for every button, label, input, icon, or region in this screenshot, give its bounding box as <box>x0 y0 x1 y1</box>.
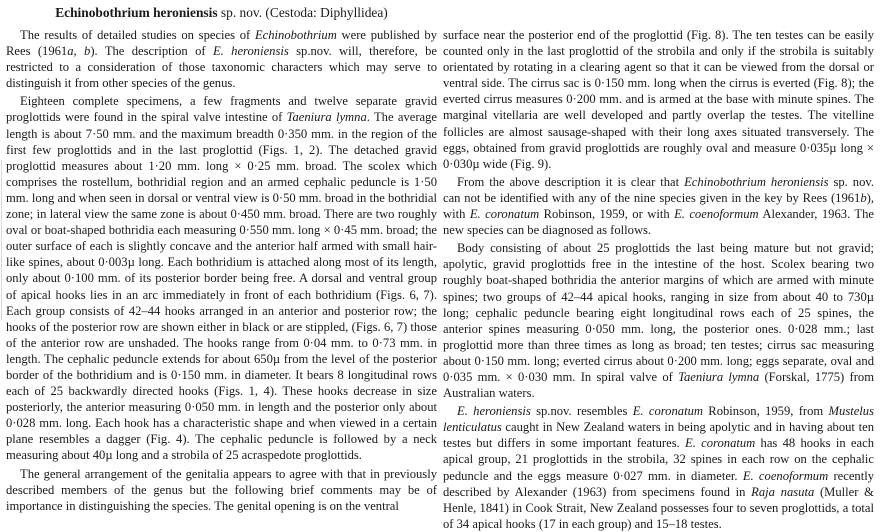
italic-text: a <box>67 44 74 59</box>
italic-text: Raja nasuta <box>751 484 815 499</box>
text-run: . The average length is about 7·50 mm. and the maximum breadth 0·350 mm. in the region of the first few proglottids and in the last proglottid (Figs. 1, 2). The detached gravid proglottid measures about 1·20 mm. long × 0·25 mm. broad. The scolex which comprises the rostellum, bothridial region and an armed cephalic peduncle is 1·50 mm. long and when seen in dorsal or ventral view is 0·50 mm. broad in the bothridial zone; in lateral view the same zone is about 0·450 mm. broad. There are two roughly oval or boat-shaped bothridia each measuring 0·550 mm. long × 0·45 mm. broad; the outer surface of each is slightly concave and the anterior half armed with small hair-like spines, about 0·003µ long. Each bothridium is attached along most of its length, only about 0·100 mm. of its posterior border being free. A dorsal and ventral group of apical hooks lies in an arc immediately in front of each bothridium (Figs. 6, 7). Each group consists of 42–44 hooks arranged in an anterior and posterior row; the hooks of the posterior row are shown either in black or are stippled, (Figs. 6, 7) those of the anterior row are unshaded. The hooks range from 0·04 mm. to 0·73 mm. in length. The cephalic peduncle extends for about 650µ from the level of the posterior border of the bothridium and is 0·150 mm. in diameter. It bears 8 longitudinal rows each of 25 backwardly directed hooks (Figs. 1, 4). These hooks decrease in size posteriorly, the anterior measuring 0·050 mm. in length and the posterior only about 0·028 mm. long. Each hook has a characteristic shape and when viewed in a certain plane resembles a dagger (Fig. 4). The cephalic peduncle is followed by a neck measuring about 40µ long and a strobila of 25 acraspedote proglottids. <box>6 110 437 463</box>
left-paragraphs <box>6 27 437 514</box>
text-run: has 48 hooks in each apical group, 21 proglottids in the strobila, 32 spines in each row on the cephalic peduncle and the eggs measure 0·027 mm. in diameter. <box>443 436 875 483</box>
italic-text: E. coenoformum <box>674 207 759 222</box>
text-run: The general arrangement of the genitalia appears to agree with that in previously described members of the genus but the following brief comments may be of importance in distinguishing the species. The genital opening is on the ventral <box>6 466 437 513</box>
italic-text: Taeniura lymna <box>678 369 760 384</box>
text-run: sp.nov. resembles <box>530 404 633 419</box>
article-title <box>6 4 437 22</box>
paragraph <box>443 403 874 532</box>
right-column <box>443 27 874 532</box>
paragraph <box>443 240 874 401</box>
text-run: From the above description it is clear that <box>457 174 685 189</box>
text-run: Eighteen complete specimens, a few fragments and twelve separate gravid proglottids were found in the spiral valve intestine of <box>6 94 437 125</box>
text-run: Robinson, 1959, from <box>702 404 829 419</box>
species-name: Echinobothrium heroniensis <box>55 5 218 20</box>
paragraph <box>6 466 437 514</box>
paragraph <box>443 174 874 238</box>
text-run: sp. nov. can not be identified with any of the nine species given in the key by Rees (1961 <box>443 174 874 205</box>
text-run: recently described by Alexander (1963) from specimens found in <box>443 468 875 499</box>
italic-text: E. heroniensis <box>457 404 531 419</box>
left-column <box>6 4 437 514</box>
italic-text: E. coenoformum <box>742 468 829 483</box>
text-run: The results of detailed studies on species of <box>20 28 255 42</box>
text-run: ), with <box>443 190 874 222</box>
italic-text: E. coronatum <box>632 404 703 419</box>
right-paragraphs <box>443 27 874 532</box>
paragraph <box>443 27 874 172</box>
italic-text: E. heroniensis <box>212 44 289 59</box>
text-run: (Muller & Henle, 1841) in Cook Strait, New Zealand possesses four to seven proglottids, a total of 34 apical hooks (17 in each group) and 15–18 testes. <box>443 484 874 531</box>
text-run: Alexander, 1963. The new species can be diagnosed as follows. <box>443 207 875 238</box>
italic-text: Echinobothrium <box>254 28 337 42</box>
paragraph <box>6 93 437 463</box>
text-run: surface near the posterior end of the proglottid (Fig. 8). The ten testes can be easily counted only in the last proglottid of the strobila and only if the strobila is suitably orientated by rotating in a clearing agent so that it can be viewed from the dorsal or ventral side. The cirrus sac is 0·150 mm. long when the cirrus is everted (Fig. 8); the everted cirrus measures 0·200 mm. and is armed at the base with minute spines. The marginal vitellaria are well developed and partly overlap the testes. The vitelline follicles are almost sausage-shaped with their long axes situated transversely. The eggs, obtained from gravid proglottids are roughly oval and measure 0·035µ long × 0·030µ wide (Fig. 9). <box>443 28 874 171</box>
italic-text: E. coronatum <box>469 207 540 222</box>
text-run: sp.nov. will, therefore, be restricted to a consideration of those taxonomic characters which may serve to distinguish it from other species of the genus. <box>6 44 438 91</box>
text-run: Robinson, 1959, or with <box>539 207 675 222</box>
italic-text: Mustelus lenticulatus <box>443 404 875 435</box>
text-run: , <box>73 44 85 59</box>
italic-text: b <box>84 44 91 59</box>
title-rest: sp. nov. (Cestoda: Diphyllidea) <box>217 5 388 20</box>
paragraph <box>6 27 437 91</box>
text-run: ). The description of <box>90 44 213 59</box>
text-run: were published by Rees (1961 <box>6 28 438 59</box>
text-run: Body consisting of about 25 proglottids the last being mature but not gravid; apolytic, gravid proglottids free in the intestine of the host. Scolex bearing two roughly boat-shaped bothridia the anterior margins of which are armed with minute spines; two groups of 42–44 apical hooks, ranging in size from about 40 to 730µ long; cephalic peduncle bearing eight longitudinal rows each of 25 spines, the anterior spines measuring 0·050 mm. long, the posterior ones. 0·028 mm.; last proglottid more than three times as long as broad; ten testes; cirrus sac measuring about 0·150 mm. long; everted cirrus about 0·200 mm. long; eggs separate, oval and 0·035 mm. × 0·030 mm. In spiral valve of <box>443 241 874 384</box>
text-run: caught in New Zealand waters in being apolytic and in having about ten testes but differs in some important features. <box>443 420 874 451</box>
scan-margin-line <box>1 160 2 320</box>
text-run: (Forskal, 1775) from Australian waters. <box>443 369 875 401</box>
italic-text: Echinobothrium heroniensis <box>684 174 829 189</box>
italic-text: E. coronatum <box>685 436 756 451</box>
italic-text: b <box>860 190 867 205</box>
italic-text: Taeniura lymna <box>286 110 367 125</box>
